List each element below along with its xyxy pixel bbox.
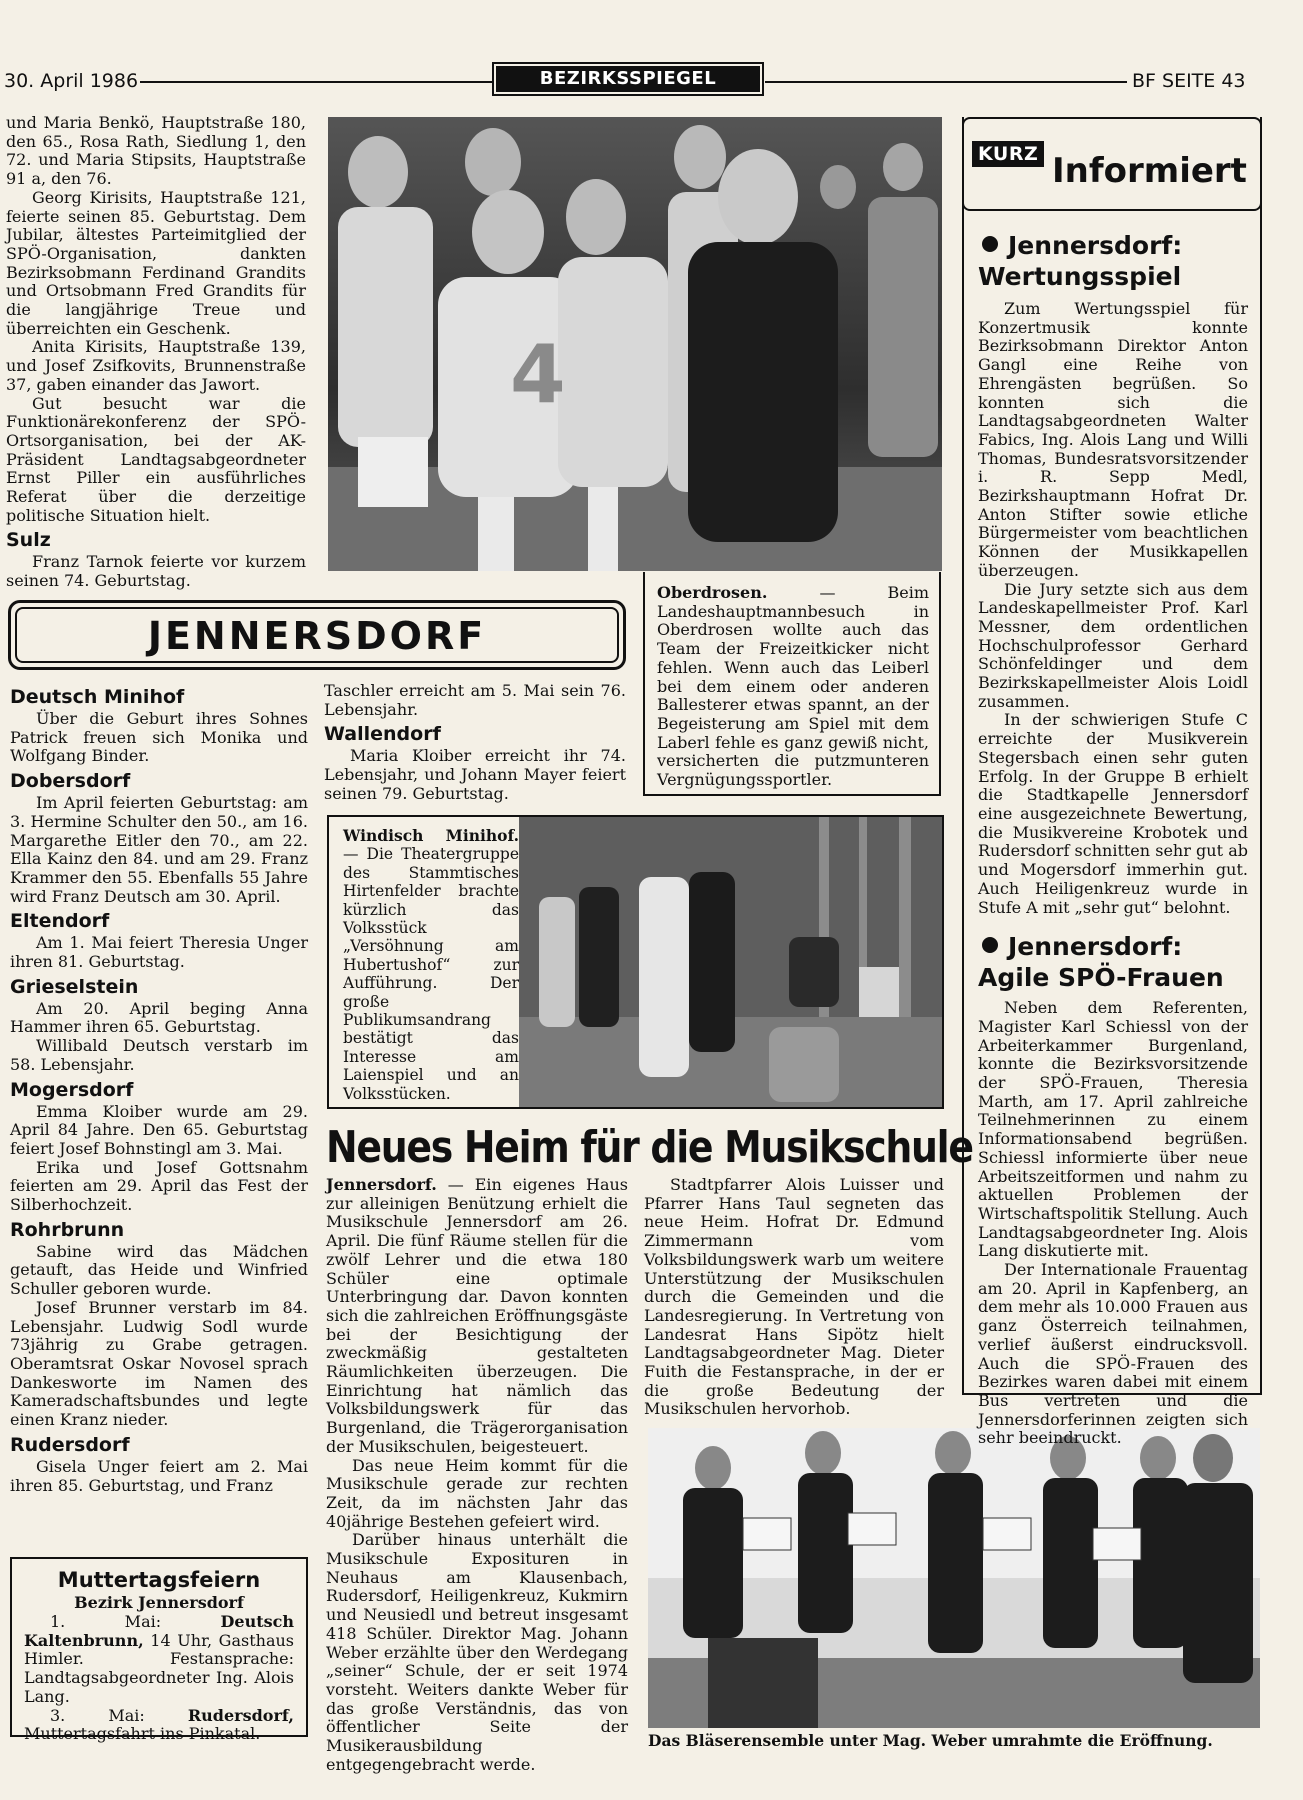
brass-ensemble-photo (648, 1428, 1260, 1728)
banner-title: JENNERSDORF (147, 614, 487, 658)
windisch-caption (343, 827, 519, 1103)
place-heading: Sulz (6, 529, 51, 552)
section-title: BEZIRKSSPIEGEL (496, 66, 760, 92)
place-heading: Rohrbrunn (10, 1218, 125, 1241)
column2-top (324, 682, 626, 804)
brass-caption: Das Bläserensemble unter Mag. Weber umrahmte die Eröffnung. (648, 1731, 1213, 1750)
caption-text: — Beim Landeshauptmannbesuch in Oberdrosen wollte auch das Team der Freizeitkicker nicht fehlen. Wenn auch das Leiberl bei dem einem oder anderen Ballesterer etwas spannt, an der Begeisterung am Spiel mit dem Laberl fehle es ganz gewiß nicht, versicherten die putzmunteren Vergnügungssportler. (657, 583, 929, 790)
jennersdorf-local-column (10, 682, 308, 1495)
kurz-heading-2 (978, 931, 1248, 993)
text-para: Taschler erreicht am 5. Mai sein 76. Lebensjahr. (324, 681, 626, 719)
kurz-content (978, 230, 1248, 1448)
place-heading: Mogersdorf (10, 1078, 134, 1101)
article-lead: Jennersdorf. (326, 1175, 437, 1194)
event-details: 14 Uhr, Gasthaus Himler. Festansprache: Landtagsabgeordneter Ing. Alois Lang. (24, 1630, 294, 1706)
header-rule-left (140, 81, 492, 83)
text-para: Im April feierten Geburtstag: am 3. Hermine Schulter den 50., am 16. Margarethe Eitler den 70., am 22. Ella Kainz den 84. und am 29. Franz Krammer den 55. Ebenfalls 55 Jahre wird Franz Deutsch am 30. April. (10, 793, 308, 906)
article-col-right (644, 1176, 944, 1419)
bullet-icon (982, 236, 998, 252)
event-date: 1. Mai: (50, 1612, 221, 1631)
caption-lead: Windisch Minihof. (343, 826, 519, 845)
text-para: Erika und Josef Gottsnahm feierten am 29. April das Fest der Silberhochzeit. (10, 1157, 308, 1215)
place-heading: Rudersdorf (10, 1433, 130, 1456)
kurz-heading-1 (978, 230, 1248, 292)
kurz-para: Der Internationale Frauentag am 20. April in Kapfenberg, an dem mehr als 10.000 Frauen aus ganz Österreich teilnahmen, verlief äußerst eindrucksvoll. Auch die SPÖ-Frauen des Bezirkes waren dabei mit einem Bus vertreten und die Jennersdorferinnen zeigten sich sehr beeindruckt. (978, 1260, 1248, 1448)
text-para: Franz Tarnok feierte vor kurzem seinen 74. Geburtstag. (6, 552, 306, 591)
event-place: Deutsch Kaltenbrunn, (24, 1612, 294, 1650)
article-col-left (326, 1176, 628, 1775)
event-details: Muttertagsfahrt ins Pinkatal. (24, 1724, 261, 1744)
text-para: Emma Kloiber wurde am 29. April 84 Jahre. Den 65. Geburtstag feiert Josef Bohnstingl am 3. Mai. (10, 1101, 308, 1158)
kurz-para: Neben dem Referenten, Magister Karl Schiessl von der Arbeiterkammer Burgenland, konnte die Bezirksvorsitzende der SPÖ-Frauen, Theresia Marth, am 17. April zahlreiche Teilnehmerinnen zu einem Informationsabend begrüßen. Schiessl informierte über neue Arbeitszeitformen und nahm zu aktuellen Problemen der Wirtschaftspolitik Stellung. Auch Landtagsabgeordneter Ing. Alois Lang diskutierte mit. (978, 998, 1248, 1261)
section-title-box (492, 62, 764, 96)
theater-photo-illustration (519, 817, 942, 1107)
kurz-tag: KURZ (972, 141, 1044, 167)
event-place: Rudersdorf, (187, 1705, 294, 1725)
text-para: Sabine wird das Mädchen getauft, das Heide und Winfried Schuller geboren wurde. (10, 1241, 308, 1299)
jersey-number: 4 (510, 328, 566, 421)
bullet-icon (982, 937, 998, 953)
kurz-heading-line: Jennersdorf: (1008, 932, 1183, 962)
kurz-para: Zum Wertungsspiel für Konzertmusik konnte Bezirksobmann Direktor Anton Gangl eine Reihe von Ehrengästen begrüßen. So konnten sich die Landtagsabgeordneten Walter Fabics, Ing. Alois Lang und Willi Thomas, Bundesratsvorsitzender i. R. Sepp Medl, Bezirkshauptmann Hofrat Dr. Anton Stifter sowie etliche Bürgermeister vom beachtlichen Können der Musikkapellen überzeugen. (978, 299, 1248, 580)
top-left-column (6, 114, 306, 591)
box-title: Muttertagsfeiern (57, 1568, 261, 1592)
text-para: Gisela Unger feiert am 2. Mai ihren 85. Geburtstag, und Franz (10, 1456, 308, 1495)
oberdrosen-caption (643, 572, 941, 796)
text-para: Gut besucht war die Funktionärekonferenz der SPÖ-Ortsorganisation, bei der AK-Präsident Landtagsabgeordneter Ernst Piller ein ausführliches Referat über die derzeitige politische Situation hielt. (6, 393, 306, 525)
page-number: BF SEITE 43 (1132, 70, 1246, 92)
event-date: 3. Mai: (50, 1705, 188, 1725)
brass-photo-illustration (648, 1428, 1260, 1728)
header-rule-right (765, 81, 1127, 83)
text-para: Josef Brunner verstarb im 84. Lebensjahr. Ludwig Sodl wurde 73jährig zu Grabe getragen. Oberamtsrat Oskar Novosel sprach Dankesworte im Namen des Kameradschaftsbundes und legte einen Kranz nieder. (10, 1297, 308, 1430)
kurz-informiert-header (962, 117, 1262, 211)
box-subtitle: Bezirk Jennersdorf (74, 1593, 244, 1612)
text-para: Willibald Deutsch verstarb im 58. Lebensjahr. (10, 1036, 308, 1074)
caption-lead: Oberdrosen. (657, 583, 768, 602)
football-photo-illustration (328, 117, 942, 571)
article-para: Darüber hinaus unterhält die Musikschule Exposituren in Neuhaus am Klausenbach, Rudersdorf, Heiligenkreuz, Kukmirn und Neusiedl und betreut insgesamt 418 Schüler. Direktor Mag. Johann Weber erzählte über den Werdegang „seiner“ Schule, der er seit 1974 vorsteht. Weiters dankte Weber für das große Verständnis, das von öffentlicher Seite der Musikerausbildung entgegengebracht werde. (326, 1530, 628, 1774)
place-heading: Wallendorf (324, 723, 441, 746)
kurz-para: Die Jury setzte sich aus dem Landeskapellmeister Prof. Karl Messner, dem ordentlichen Hochschulprofessor Gerhard Schönfeldinger und dem Bezirkskapellmeister Alois Loidl zusammen. (978, 579, 1248, 711)
kurz-heading-line: Jennersdorf: (1008, 231, 1183, 260)
place-heading: Dobersdorf (10, 770, 131, 793)
kurz-title: Informiert (1052, 151, 1247, 191)
article-headline: Neues Heim für die Musikschule (326, 1122, 973, 1173)
article-para: — Ein eigenes Haus zur alleinigen Benützung erhielt die Musikschule Jennersdorf am 26. April. Die fünf Räume stellen für die zwölf Lehrer und die etwa 180 Schüler eine optimale Unterbringung dar. Davon konnten sich die zahlreichen Eröffnungsgäste bei der Besichtigung der zweckmäßig gestalteten Räumlichkeiten überzeugen. Die Einrichtung hat nämlich das Volksbildungswerk für das Burgenland, die Trägerorganisation der Musikschulen, beigesteuert. (326, 1175, 628, 1456)
caption-text: — Die Theatergruppe des Stammtisches Hirtenfelder brachte kürzlich das Volksstück „Versöhnung am Hubertushof“ zur Aufführung. Der große Publikumsandrang bestätigt das Interesse am Laienspiel und an Volksstücken. (343, 845, 519, 1103)
text-para: Am 1. Mai feiert Theresia Unger ihren 81. Geburtstag. (10, 933, 308, 972)
text-para: Anita Kirisits, Hauptstraße 139, und Josef Zsifkovits, Brunnenstraße 37, gaben einander das Jawort. (6, 337, 306, 394)
place-heading: Eltendorf (10, 910, 110, 933)
muttertag-box (10, 1557, 308, 1744)
place-heading: Grieselstein (10, 975, 139, 998)
text-para: und Maria Benkö, Hauptstraße 180, den 65., Rosa Rath, Siedlung 1, den 72. und Maria Stipsits, Hauptstraße 91 a, den 76. (6, 113, 306, 189)
text-para: Georg Kirisits, Hauptstraße 121, feierte seinen 85. Geburtstag. Dem Jubilar, ältestes Parteimitglied der SPÖ-Organisation, dankten Bezirksobmann Ferdinand Grandits und Ortsobmann Fred Grandits für die langjährige Treue und überreichten ein Geschenk. (6, 187, 306, 338)
kurz-heading-line: Wertungsspiel (978, 262, 1182, 291)
article-para: Das neue Heim kommt für die Musikschule gerade zur rechten Zeit, da im nächsten Jahr das 40jährige Bestehen gefeiert wird. (326, 1455, 628, 1531)
header-date: 30. April 1986 (4, 70, 139, 92)
theater-photo (519, 817, 942, 1107)
text-para: Am 20. April beging Anna Hammer ihren 65. Geburtstag. (10, 998, 308, 1037)
text-para: Über die Geburt ihres Sohnes Patrick freuen sich Monika und Wolfgang Binder. (10, 709, 308, 766)
football-team-photo (328, 117, 942, 571)
kurz-para: In der schwierigen Stufe C erreichte der Musikverein Stegersbach einen sehr guten Erfolg. In der Gruppe B erhielt die Stadtkapelle Jennersdorf eine ausgezeichnete Bewertung, die Musikvereine Krobotek und Rudersdorf schnitten sehr gut ab und Mogersdorf immerhin gut. Auch Heiligenkreuz wurde in Stufe A mit „sehr gut“ belohnt. (978, 710, 1248, 917)
article-para: Stadtpfarrer Alois Luisser und Pfarrer Hans Taul segneten das neue Heim. Hofrat Dr. Edmund Zimmermann vom Volksbildungswerk warb um weitere Unterstützung der Musikschulen durch die Gemeinden und die Landesregierung. In Vertretung von Landesrat Hans Sipötz hielt Landtagsabgeordneter Mag. Dieter Fuith die Festansprache, in der er die große Bedeutung der Musikschulen hervorhob. (644, 1175, 944, 1419)
windisch-minihof-box (327, 815, 944, 1109)
jennersdorf-banner (8, 600, 626, 670)
text-para: Maria Kloiber erreicht ihr 74. Lebensjahr, und Johann Mayer feiert seinen 79. Geburtstag. (324, 746, 626, 803)
kurz-heading-line: Agile SPÖ-Frauen (978, 963, 1224, 993)
place-heading: Deutsch Minihof (10, 686, 185, 708)
